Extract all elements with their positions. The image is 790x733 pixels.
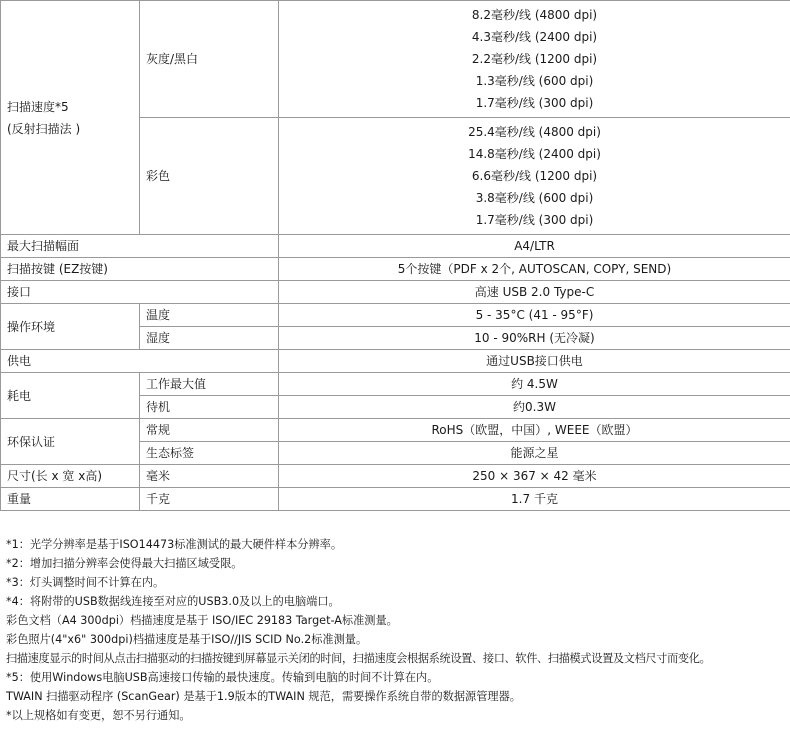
table-row [1, 488, 790, 511]
gray-speed-600: 1.3毫秒/线 (600 dpi) [475, 74, 594, 88]
interface-value: 高速 USB 2.0 Type-C [279, 281, 790, 304]
footnote-3: *3：灯头调整时间不计算在内。 [6, 576, 165, 589]
table-row [1, 235, 790, 258]
weight-unit: 千克 [140, 488, 279, 511]
footnote-5: *5：使用Windows电脑USB高速接口传输的最快速度。传输到电脑的时间不计算在内。 [6, 671, 439, 684]
footnote-disclaimer: *以上规格如有变更，恕不另行通知。 [6, 709, 191, 722]
table-row [1, 465, 790, 488]
footnote-2: *2：增加扫描分辨率会使得最大扫描区域受限。 [6, 557, 243, 570]
color-speed-4800: 25.4毫秒/线 (4800 dpi) [468, 125, 601, 139]
footnote-twain: TWAIN 扫描驱动程序 (ScanGear) 是基于1.9版本的TWAIN 规范，需要操作系统自带的数据源管理器。 [6, 690, 521, 703]
footnote-4: *4：将附带的USB数据线连接至对应的USB3.0及以上的电脑端口。 [6, 595, 340, 608]
table-row [1, 258, 790, 281]
dimensions-value: 250 × 367 × 42 毫米 [279, 465, 790, 488]
scan-speed-label-line2: (反射扫描法 ) [7, 121, 81, 136]
weight-label: 重量 [1, 488, 140, 511]
gray-label: 灰度/黑白 [140, 1, 279, 118]
humidity-value: 10 - 90%RH (无冷凝) [279, 327, 790, 350]
scan-speed-label [1, 1, 140, 235]
gray-speed-4800: 8.2毫秒/线 (4800 dpi) [471, 8, 598, 22]
footnotes [6, 535, 788, 725]
power-supply-value: 通过USB接口供电 [279, 350, 790, 373]
color-label: 彩色 [140, 118, 279, 235]
footnote-speed-time: 扫描速度显示的时间从点击扫描驱动的扫描按键到屏幕显示关闭的时间，扫描速度会根据系统设置、接口、软件、扫描模式设置及文档尺寸而变化。 [6, 652, 711, 665]
color-speed-300: 1.7毫秒/线 (300 dpi) [475, 213, 594, 227]
weight-value: 1.7 千克 [279, 488, 790, 511]
footnote-1: *1：光学分辨率是基于ISO14473标准测试的最大硬件样本分辨率。 [6, 538, 343, 551]
standby-power-label: 待机 [140, 396, 279, 419]
dimensions-unit: 毫米 [140, 465, 279, 488]
table-row [1, 281, 790, 304]
color-speed-600: 3.8毫秒/线 (600 dpi) [475, 191, 594, 205]
color-speed-values [279, 118, 790, 235]
color-speed-2400: 14.8毫秒/线 (2400 dpi) [468, 147, 601, 161]
environment-label: 操作环境 [1, 304, 140, 350]
table-row [1, 304, 790, 327]
max-area-value: A4/LTR [279, 235, 790, 258]
footnote-color-photo: 彩色照片(4"x6" 300dpi)档描速度是基于ISO//JIS SCID No.2标准测量。 [6, 633, 368, 646]
table-row [1, 373, 790, 396]
ecolabel-label: 生态标签 [140, 442, 279, 465]
power-supply-label: 供电 [1, 350, 279, 373]
scan-buttons-label: 扫描按键 (EZ按键) [1, 258, 279, 281]
humidity-label: 湿度 [140, 327, 279, 350]
gray-speed-300: 1.7毫秒/线 (300 dpi) [475, 96, 594, 110]
eco-regular-label: 常规 [140, 419, 279, 442]
dimensions-label: 尺寸(长 x 宽 x高) [1, 465, 140, 488]
power-consumption-label: 耗电 [1, 373, 140, 419]
scan-buttons-value: 5个按键（PDF x 2个, AUTOSCAN, COPY, SEND) [279, 258, 790, 281]
max-power-value: 约 4.5W [279, 373, 790, 396]
temperature-value: 5 - 35°C (41 - 95°F) [279, 304, 790, 327]
eco-regular-value: RoHS（欧盟，中国）, WEEE（欧盟） [279, 419, 790, 442]
temperature-label: 温度 [140, 304, 279, 327]
color-speed-1200: 6.6毫秒/线 (1200 dpi) [471, 169, 598, 183]
table-row [1, 419, 790, 442]
max-power-label: 工作最大值 [140, 373, 279, 396]
interface-label: 接口 [1, 281, 279, 304]
footnote-color-doc: 彩色文档（A4 300dpi）档描速度是基于 ISO/IEC 29183 Target-A标准测量。 [6, 614, 398, 627]
gray-speed-2400: 4.3毫秒/线 (2400 dpi) [471, 30, 598, 44]
gray-speed-values [279, 1, 790, 118]
scan-speed-label-line1: 扫描速度*5 [7, 99, 69, 114]
table-row [1, 350, 790, 373]
eco-label: 环保认证 [1, 419, 140, 465]
max-area-label: 最大扫描幅面 [1, 235, 279, 258]
gray-speed-1200: 2.2毫秒/线 (1200 dpi) [471, 52, 598, 66]
standby-power-value: 约0.3W [279, 396, 790, 419]
ecolabel-value: 能源之星 [279, 442, 790, 465]
table-row [1, 1, 790, 118]
